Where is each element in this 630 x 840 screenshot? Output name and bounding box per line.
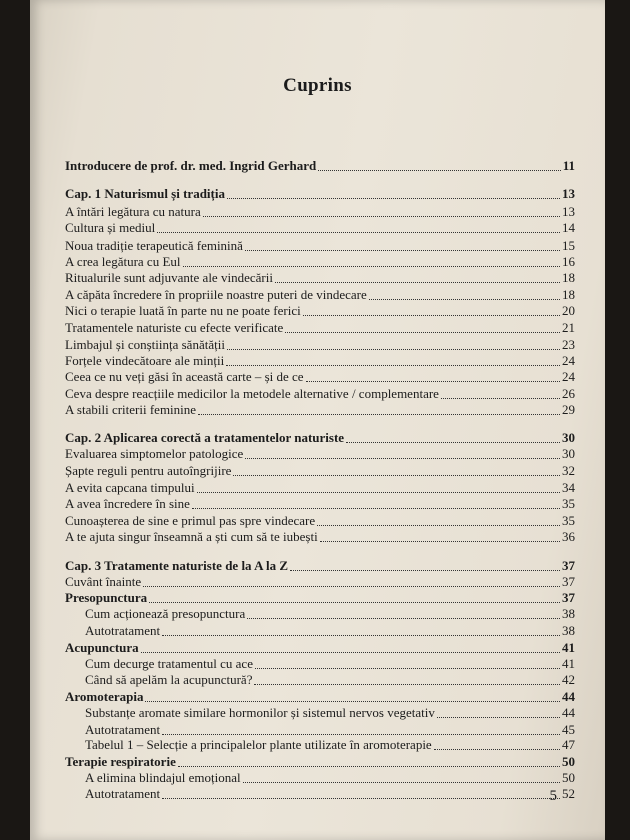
toc-entry: [65, 463, 575, 479]
toc-entry-label: Tabelul 1 – Selecție a principalelor plante utilizate în aromoterapie: [85, 737, 432, 752]
dot-leader: [243, 781, 560, 783]
dot-leader: [434, 748, 560, 750]
page-number: 5: [549, 788, 557, 804]
toc-entry-page: 44: [562, 689, 575, 704]
dot-leader: [197, 491, 560, 493]
dot-leader: [437, 716, 560, 718]
toc-entry-label: A avea încredere în sine: [65, 496, 190, 511]
toc-entry: [65, 640, 575, 656]
toc-entry-label: A elimina blindajul emoțional: [85, 770, 241, 785]
page-title: Cuprins: [283, 75, 352, 96]
toc-entry-page: 18: [562, 270, 575, 285]
toc-entry-label: Presopunctura: [65, 590, 148, 605]
toc-entry: [85, 770, 575, 786]
toc-entry-label: A te ajuta singur înseamnă a ști cum să te iubești: [65, 529, 318, 544]
toc-entry-page: 42: [562, 672, 575, 687]
toc-entry-label: A crea legătura cu Eul: [65, 254, 181, 269]
dot-leader: [346, 441, 560, 443]
toc-entry-page: 37: [562, 558, 575, 573]
toc-entry-label: A căpăta încredere în propriile noastre puteri de vindecare: [65, 287, 367, 302]
dot-leader: [306, 380, 560, 382]
toc-entry-label: Când să apelăm la acupunctură?: [85, 672, 253, 687]
dot-leader: [149, 601, 560, 603]
toc-entry-label: Cum decurge tratamentul cu ace: [85, 656, 253, 671]
toc-entry-page: 18: [562, 287, 575, 302]
toc-entry-page: 23: [562, 337, 575, 352]
toc-entry: [65, 254, 575, 270]
dot-leader: [245, 249, 560, 251]
dot-leader: [247, 617, 560, 619]
dot-leader: [290, 569, 560, 571]
toc-entry: [65, 529, 575, 545]
dot-leader: [285, 331, 560, 333]
dot-leader: [317, 524, 560, 526]
toc-entry: [65, 320, 575, 336]
toc-entry-label: Cuvânt înainte: [65, 574, 142, 589]
dot-leader: [162, 733, 560, 735]
toc-entry-page: 24: [562, 369, 575, 384]
toc-entry-label: Autotratament: [85, 623, 161, 638]
toc-entry-page: 15: [562, 238, 575, 253]
toc-entry-label: Introducere de prof. dr. med. Ingrid Gerhard: [65, 158, 317, 173]
dot-leader: [303, 314, 560, 316]
toc-entry: [65, 386, 575, 402]
toc-entry-page: 41: [562, 656, 575, 671]
toc-entry: [65, 337, 575, 353]
toc-entry: [65, 353, 575, 369]
dot-leader: [198, 413, 560, 415]
toc-entry: [65, 754, 575, 770]
toc-entry-label: A întări legătura cu natura: [65, 204, 201, 219]
toc-entry-label: Cum acționează presopunctura: [85, 606, 246, 621]
toc-entry-page: 35: [562, 513, 575, 528]
toc-entry: [65, 158, 575, 174]
dot-leader: [226, 364, 560, 366]
book-page: [30, 0, 605, 840]
toc-entry-page: 16: [562, 254, 575, 269]
toc-entry: [85, 672, 575, 688]
toc-entry-page: 47: [562, 737, 575, 752]
dot-leader: [227, 348, 560, 350]
toc-entry-label: Nici o terapie luată în parte nu ne poate ferici: [65, 303, 301, 318]
toc-entry: [65, 369, 575, 385]
dot-leader: [141, 651, 560, 653]
toc-entry-label: Tratamentele naturiste cu efecte verificate: [65, 320, 284, 335]
dot-leader: [162, 797, 560, 799]
dot-leader: [178, 765, 560, 767]
toc-entry-label: Aromoterapia: [65, 689, 144, 704]
toc-entry: [65, 220, 575, 236]
toc-entry-label: Autotratament: [85, 786, 161, 801]
toc-entry-page: 37: [562, 574, 575, 589]
toc-entry-page: 11: [562, 158, 575, 173]
dot-leader: [143, 585, 560, 587]
toc-entry: [65, 303, 575, 319]
toc-entry: [65, 430, 575, 446]
toc-entry: [65, 574, 575, 590]
toc-entry-page: 30: [562, 446, 575, 461]
toc-entry: [65, 402, 575, 418]
toc-entry: [85, 786, 575, 802]
toc-entry-page: 45: [562, 722, 575, 737]
toc-entry-label: Ceea ce nu veți găsi în această carte – și de ce: [65, 369, 304, 384]
toc-entry: [65, 204, 575, 220]
toc-entry-page: 20: [562, 303, 575, 318]
toc-entry: [65, 238, 575, 254]
toc-entry-page: 36: [562, 529, 575, 544]
toc-entry-page: 14: [562, 220, 575, 235]
dot-leader: [255, 667, 560, 669]
toc-entry-page: 32: [562, 463, 575, 478]
toc-entry-page: 52: [562, 786, 575, 801]
toc-entry-page: 37: [562, 590, 575, 605]
toc-entry-page: 41: [562, 640, 575, 655]
dot-leader: [369, 298, 560, 300]
toc-entry-label: Acupunctura: [65, 640, 139, 655]
toc-entry-label: Cap. 3 Tratamente naturiste de la A la Z: [65, 558, 289, 573]
toc-entry-label: Șapte reguli pentru autoîngrijire: [65, 463, 232, 478]
dot-leader: [320, 540, 560, 542]
dot-leader: [162, 634, 560, 636]
toc-entry: [65, 558, 575, 574]
dot-leader: [145, 700, 560, 702]
toc-entry: [65, 186, 575, 202]
toc-entry: [65, 590, 575, 606]
dot-leader: [245, 457, 560, 459]
toc-entry: [65, 287, 575, 303]
toc-entry-page: 21: [562, 320, 575, 335]
toc-entry: [65, 496, 575, 512]
toc-entry-page: 38: [562, 623, 575, 638]
dot-leader: [275, 281, 560, 283]
toc-entry-page: 50: [562, 770, 575, 785]
toc-entry-label: Noua tradiție terapeutică feminină: [65, 238, 243, 253]
toc-entry-label: Evaluarea simptomelor patologice: [65, 446, 244, 461]
toc-entry: [65, 446, 575, 462]
dot-leader: [441, 397, 560, 399]
toc-entry: [65, 689, 575, 705]
toc-entry: [65, 513, 575, 529]
toc-entry-page: 13: [562, 204, 575, 219]
toc-entry-label: Cultura și mediul: [65, 220, 156, 235]
toc-entry: [85, 606, 575, 622]
toc-entry-page: 38: [562, 606, 575, 621]
toc-entry-page: 34: [562, 480, 575, 495]
dot-leader: [157, 231, 560, 233]
toc-entry-label: Limbajul și conștiința sănătății: [65, 337, 225, 352]
toc-entry: [85, 737, 575, 753]
toc-entry-page: 13: [562, 186, 575, 201]
toc-entry-page: 24: [562, 353, 575, 368]
toc-entry-label: Autotratament: [85, 722, 161, 737]
toc-entry-label: A stabili criterii feminine: [65, 402, 197, 417]
toc-entry-label: Terapie respiratorie: [65, 754, 176, 769]
dot-leader: [227, 197, 560, 199]
toc-entry-label: Ritualurile sunt adjuvante ale vindecării: [65, 270, 273, 285]
toc-entry-page: 26: [562, 386, 575, 401]
toc-entry-label: Cunoașterea de sine e primul pas spre vindecare: [65, 513, 316, 528]
dot-leader: [203, 215, 560, 217]
toc-entry-page: 30: [562, 430, 575, 445]
toc-entry: [85, 722, 575, 738]
dot-leader: [318, 169, 560, 171]
toc-entry: [85, 623, 575, 639]
dot-leader: [254, 683, 560, 685]
toc-entry: [85, 705, 575, 721]
toc-entry-label: A evita capcana timpului: [65, 480, 195, 495]
toc-entry-page: 50: [562, 754, 575, 769]
toc-entry-page: 35: [562, 496, 575, 511]
toc-entry-label: Cap. 1 Naturismul și tradiția: [65, 186, 225, 201]
toc-entry-label: Ceva despre reacțiile medicilor la metodele alternative / complementare: [65, 386, 439, 401]
toc-entry-page: 29: [562, 402, 575, 417]
toc-entry-page: 44: [562, 705, 575, 720]
toc-entry-label: Cap. 2 Aplicarea corectă a tratamentelor naturiste: [65, 430, 345, 445]
dot-leader: [192, 507, 560, 509]
toc-entry: [85, 656, 575, 672]
toc-entry: [65, 480, 575, 496]
toc-entry-label: Substanțe aromate similare hormonilor și sistemul nervos vegetativ: [85, 705, 435, 720]
toc-entry-label: Forțele vindecătoare ale minții: [65, 353, 225, 368]
dot-leader: [183, 265, 561, 267]
dot-leader: [233, 474, 560, 476]
toc-entry: [65, 270, 575, 286]
